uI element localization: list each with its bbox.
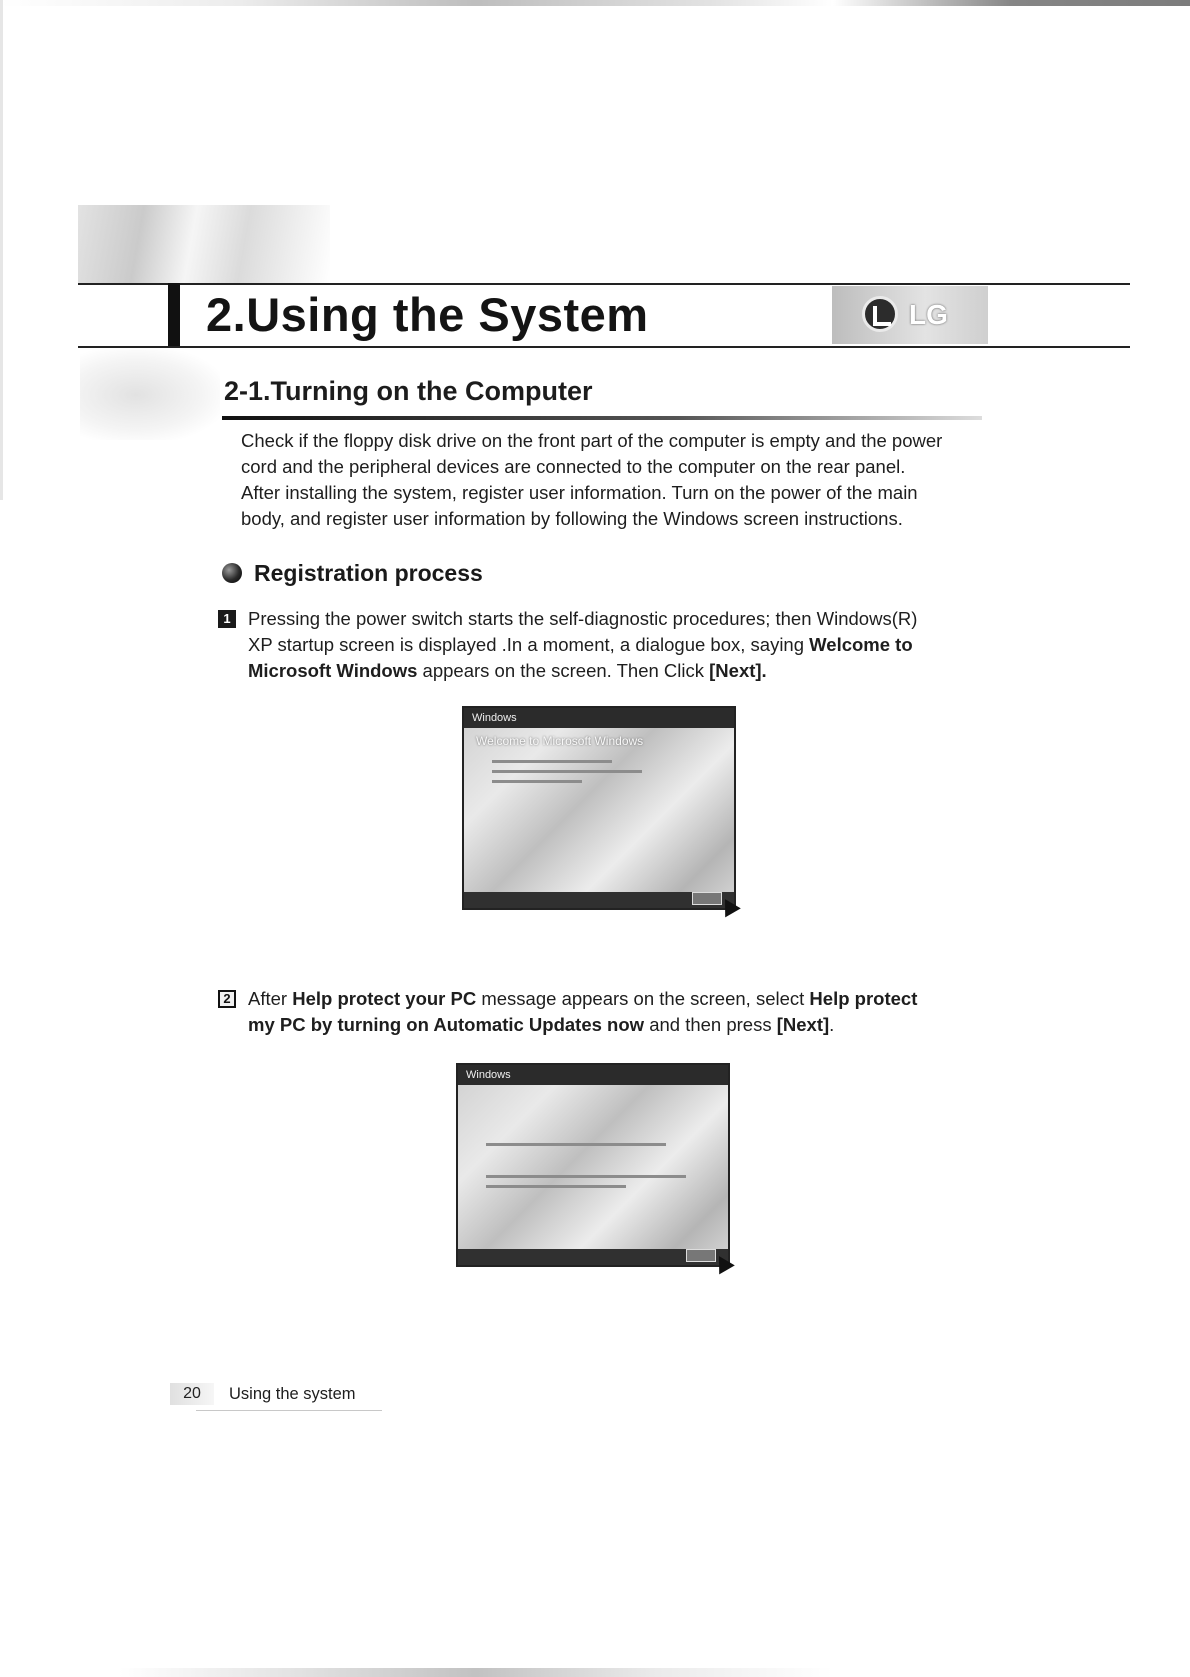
page-number: 20 — [170, 1383, 214, 1405]
screenshot-banner: Welcome to Microsoft Windows — [476, 734, 644, 748]
header-accent-bar — [168, 283, 180, 346]
step-2-line-2: my PC by turning on Automatic Updates now and then press [Next]. — [248, 1014, 835, 1035]
section-rule — [222, 416, 982, 420]
windows-logo-text: Windows — [472, 712, 517, 724]
step-1-line-1: 1 Pressing the power switch starts the self-diagnostic procedures; then Windows(R) — [218, 606, 988, 632]
screenshot-bottombar — [458, 1249, 728, 1265]
step-2-line-1: 2 After Help protect your PC message appears on the screen, select Help protect — [218, 986, 988, 1012]
section-title: 2-1.Turning on the Computer — [224, 376, 593, 406]
screenshot-bottombar — [464, 892, 734, 908]
screenshot-text-line — [492, 760, 612, 763]
screenshot-text-line — [492, 780, 582, 783]
step-number-badge: 1 — [218, 610, 236, 628]
intro-line: After installing the system, register user information. Turn on the power of the main — [241, 482, 918, 503]
step-1-line-2: XP startup screen is displayed .In a moment, a dialogue box, saying Welcome to — [248, 634, 913, 655]
chapter-title: 2.Using the System — [206, 288, 649, 341]
screenshot-text-line — [486, 1143, 666, 1146]
footer-rule — [196, 1410, 382, 1411]
screenshot-titlebar — [464, 708, 734, 728]
step-number-badge: 2 — [218, 990, 236, 1008]
intro-paragraph — [241, 428, 969, 532]
footer-label: Using the system — [229, 1385, 356, 1403]
scan-edge-bottom — [0, 1668, 1190, 1677]
windows-logo-text: Windows — [466, 1069, 511, 1081]
step-2 — [218, 986, 988, 1038]
screenshot-text-line — [486, 1175, 686, 1178]
lg-logo-icon — [862, 296, 898, 332]
section-photo-decoration — [80, 350, 220, 440]
step-1-line-3: Microsoft Windows appears on the screen. Then Click [Next]. — [248, 660, 767, 681]
screenshot-help-protect-pc — [456, 1063, 730, 1267]
bullet-ball-icon — [222, 563, 242, 583]
header-rule-bottom — [78, 346, 1130, 348]
step-1 — [218, 606, 988, 684]
intro-line: cord and the peripheral devices are connected to the computer on the rear panel. — [241, 456, 906, 477]
screenshot-titlebar — [458, 1065, 728, 1085]
lg-logo-text: LG — [909, 299, 948, 330]
screenshot-welcome-windows — [462, 706, 736, 910]
scan-edge-top — [0, 0, 1190, 6]
screenshot-text-line — [492, 770, 642, 773]
screenshot-text-line — [486, 1185, 626, 1188]
registration-title: Registration process — [254, 560, 483, 586]
intro-line: body, and register user information by following the Windows screen instructions. — [241, 508, 903, 529]
intro-line: Check if the floppy disk drive on the front part of the computer is empty and the power — [241, 430, 943, 451]
header-photo-decoration — [78, 205, 330, 285]
scan-edge-left — [0, 0, 3, 500]
